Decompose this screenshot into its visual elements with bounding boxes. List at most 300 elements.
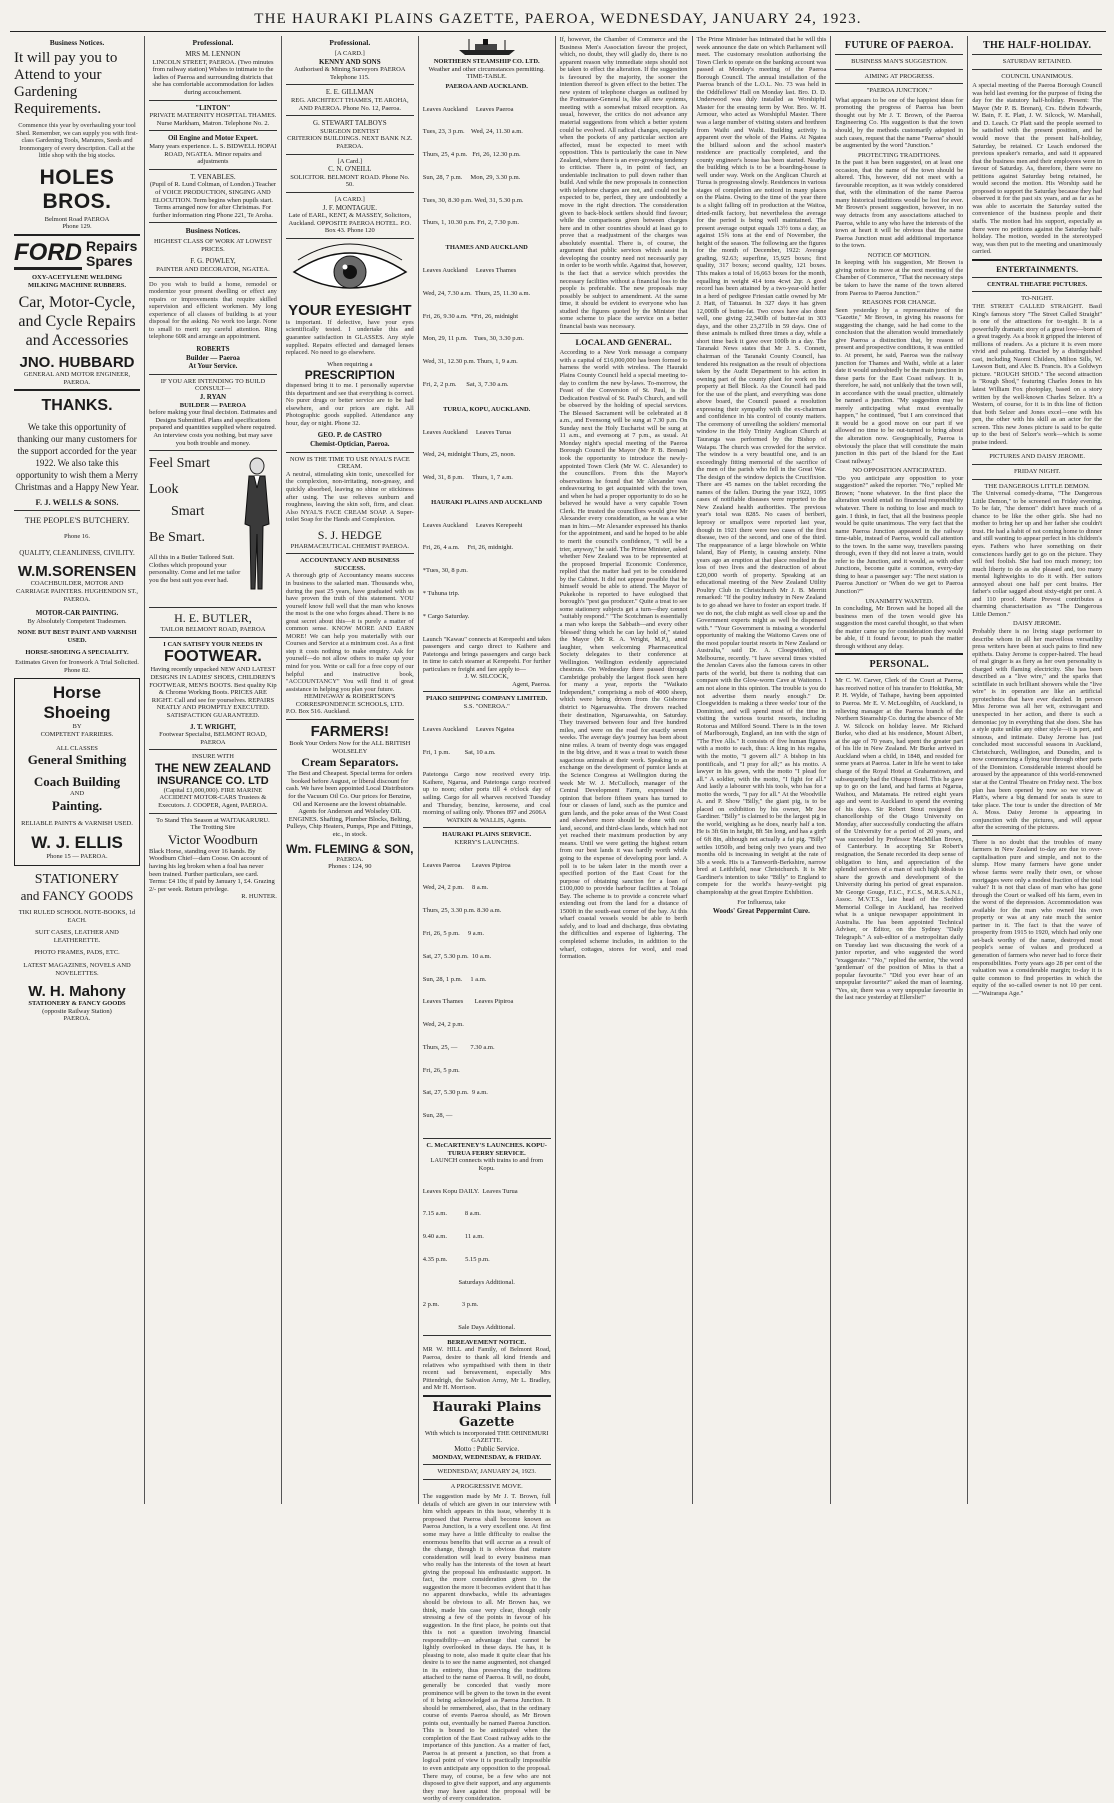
timetable-row: Wed, 24, midnight Thurs, 25, noon. [422,451,516,459]
venables-body: (Pupil of R. Lund Coltman, of London.) Teacher of VOICE PRODUCTION, SINGING AND ELOCUTION. Term begins when pupils start. Terms arranged now for after Christmas. For further information ring Phone 221, Te Aroha. [149,181,277,219]
nyal-body: A neutral, stimulating skin tonic, unexcelled for the complexion, non-irritating, non-greasy, and quickly absorbed, leaving no shine or stickiness after using. The use relieves sunburn and roughness, leaving the skin soft, firm, and clear. Also NYAL'S FACE CREAM SOAP. A Super-toilet Soap for the Hands and Complexion. [285,470,414,524]
local-general-body: According to a New York message a company with a capital of £16,000,000 has been formed to harness the world with wireless. The Hauraki Plains County Council held a special meeting to-day to confirm the new by-laws. To-morrow, the Feast of the Conversion of St. Paul, is the Dedication Festival of St. Paul's Church, and will be observed by the holding of special services. The Blessed Sacrament will be celebrated at 8 a.m., and Evensong will be sung at 7.30 p.m. On Sunday next the Holy Eucharist will be sung at 11 a.m., and evensong at 7 p.m., as usual. At Monday night's special meeting of the Paeroa Borough Council the Mayor (Mr P. B. Brenan) took the opportunity to introduce the newly-appointed Town Clerk (Mr W. C. Alexander) to the councillors. From this the Mayor's observations he found that Mr Alexander was endeavouring to get acquainted with the town, and when he had a proper opportunity to do so he believed he would have a very capable Town Clerk. He trusted the councillors would give Mr Alexander every consideration, as he was a wise man in him.—Mr Alexander expressed his thanks for the appointment, and said he hoped to be able to merit the council's confidence, "I will be a trier, anyway," he said. The Prime Minister, asked whether New Zealand was to be represented at the proposed Imperial Economic Conference, replied that the matter had yet to be considered by the Cabinet. It did not appear possible that he himself would be able to attend. The Mayor of Pukekohe is reported to have eulogised that borough's "pest gas producer." Quite a treat to see some stationery subjects get a turn—they cannot "suitably respond." "The Scotchman is essentially a man who keeps the Sabbath—and every other 'blessed' thing which he can lay hold of," stated the Mayor (Mr R. A. Wright, M.P.), amid laughter, when welcoming Pharmaceutical Society delegates to their conference at Wellington. Wellington evidently appreciated chestnuts. On Wednesday there passed through Cambridge probably the largest flock seen here for many a year, reports the "Waikato Independent," comprising a mob of 4000 sheep, which were being driven from the Gisborne district to Ngaruawahia. The drovers reached their destination, Ngaruawahia, on Saturday. They traversed between four and five hundred miles, and were on the road for exactly seven weeks. The average day's journey has been about nine miles. A team of twenty dogs was engaged in the big drive, and it was a treat to watch these sagacious animals at their work. Speaking to an exchange on the development of pumice lands at the Science Congress at Wellington during the week Mr W. J. McCulloch, manager of the Central Development Farm, expressed the opinion that before fifteen years has turned to four or classes of land, such as the pumice and gum lands, and the poke areas of the West Coast and elsewhere more should be done with our land, second, and third-class lands, which had not yet reached their maximum production by any means. Until we were getting the highest return from our best lands it was hardly worth while going to the expense of developing poor land. A poll is to be taken later in the month over a specified portion of the East Coast for the purpose of obtaining sanction for a loan of £100,000 to provide harbour facilities at Tolaga Bay. The scheme is to provide a concrete wharf extending out from the land for a distance of 1500ft in the south-east corner of the bay. At this wharf coastal vessels would be able to berth safely, and to load and discharge, thus obviating the difficulties and expense of lightering. The completed scheme includes, in addition to the wharf, cottages, stores for wool, and road formation. [559,349,688,961]
mahony-name: W. H. Mahony [28,983,126,1001]
wright-sub: Footwear Specialist, BELMONT ROAD, PAEROA [159,731,267,746]
divider [14,389,140,391]
silcock-sub: Agent, Paeroa. [512,680,551,688]
divider [149,169,277,170]
timetable-heading: TIME-TABLE. [466,73,507,81]
divider [14,234,140,236]
suggestion-subhead: BUSINESS MAN'S SUGGESTION. [851,58,948,65]
demon-body: The Universal comedy-drama, "The Dangerous Little Demon," to be screened on Friday evening. To be fair, "the demon" didn't have much of a chance to be like the other girls. She had no mother to bring her up and her father she couldn't trust. He had a habit of not coming home to dinner and still wanting to appear perfect in his children's eyes. Fathers who have something on their consciences hardly get to go on the picture. They will feel foolish. She had too much money; too much liberty to do as she pleased and, too many mental lightweights to do it with. Her suitors annoyed about one half per cent brains. Her father's collar sagged about sixty-eight per cent. A and 110 proof. Marie Prevost contributes a charming characterisation as "The Dangerous Little Demon." [972,490,1103,618]
motor-painting: MOTOR-CAR PAINTING. [35,609,119,618]
timetable-row: Sun, 28, 7 p.m. Mon, 29, 3.30 p.m. [422,173,521,181]
divider [972,449,1102,450]
timetable-row: Fri, 26, 5 p.m. [422,1066,460,1074]
hedge-sub: PHARMACEUTICAL CHEMIST PAEROA. [290,542,410,550]
mahony-town: PAEROA. [63,1015,91,1023]
column-7-future-of-paeroa [831,36,968,1504]
oxy-welding: OXY-ACETYLENE WELDING [31,273,123,281]
hs-classes: ALL CLASSES [56,744,98,752]
sorensen-body: COACHBUILDER, MOTOR AND CARRIAGE PAINTERS. HUGHENDON ST., PAEROA. [15,580,139,603]
masthead-title: THE HAURAKI PLAINS GAZETTE, PAEROA, WEDNESDAY, JANUARY 24, 1923. [254,11,862,27]
piako-body: Patetonga Cargo now received every trip. Kaihere, Ngarua, and Patetonga cargo received up to noon; other ports till 4 o'clock day of sailing. Cargo for all wharves received Tuesday and Thursday, benzine, kerosene, and coal morning of sailing only. 'Phones 897 and 2606A [422,771,551,817]
column-6-news [693,36,832,1504]
hs-general: General Smithing [27,752,127,768]
future-body-3: In keeping with his suggestion, Mr Brown is giving notice to move at the next meeting of the Chamber of Commerce, "That the necessary steps be taken to have the name of the town altered from Paeroa to Paeroa Junction." [835,259,964,297]
trotting-sire: The Trotting Sire [190,824,236,832]
roberts-service: At Your Service. [188,362,238,371]
prescription-heading: PRESCRIPTION [304,368,395,383]
jno-hubbard: JNO. HUBBARD [19,354,135,372]
tailor-ad [149,454,277,604]
pa-timetable [423,90,551,242]
divider [423,1138,551,1139]
eye-illustration [290,242,410,300]
gazette-title: Hauraki Plains Gazette [432,1399,542,1430]
saturday-timetable [423,1286,551,1324]
be-smart: Be Smart. [149,530,205,546]
farmers-body: Book Your Orders Now for the ALL BRITISH WOLSELEY [289,740,411,755]
section-heading: Professional. [192,38,234,47]
columns [10,36,1106,1803]
divider [423,1464,551,1465]
thanks-heading: THANKS. [41,397,113,415]
timetable-row: Leaves Auckland Leaves Turua [422,428,512,436]
venables-name: T. VENABLES. [190,172,236,181]
timetable-row: * Tuhuna trip. [422,589,460,597]
accountancy-body: A thorough grip of Accountancy means success in business to the salaried man. Thousands who, during the past 25 years, have graduated with us have proven the truth of this statement. YOU yourself know full well that the man who knows the most is the one who forges ahead. There is no great secret about this—it is purely a matter of common sense. KNOW MORE AND EARN MORE! We can help you materially with our Courses and Service at a minimum cost. As a first step it costs nothing to make enquiry. Ask for yourself—do not allow others to make up your mind for you. Write or call for a free copy of our helpful and instructive book, "ACCOUNTANCY" You will find it of great assistance in helping you plan your future. [285,572,414,693]
divider [423,1335,551,1336]
section-heading: Business Notices. [49,38,105,47]
daisy-jerome: DAISY JEROME. [1013,620,1062,628]
timetable-row: Thurs, 25, 3.30 p.m. 8.30 a.m. [422,907,502,915]
hps-heading: HAURAKI PLAINS SERVICE. [442,831,532,839]
card-label: [A Card.] [337,157,363,165]
sorensen-name: W.M.SORENSEN [17,563,137,581]
retained-subhead: SATURDAY RETAINED. [1002,58,1072,65]
council-subhead: COUNCIL UNANIMOUS. [1001,72,1073,80]
mahony-sub: STATIONERY & FANCY GOODS [28,1000,126,1008]
divider [286,719,414,720]
ellis-name: W. J. ELLIS [31,833,123,853]
kenny-sons: KENNY AND SONS [319,57,381,66]
tk-timetable [423,413,551,497]
card-label: [A CARD.] [334,50,365,57]
timetable-row: 7.15 a.m. 8 a.m. [422,1210,481,1218]
tailored-man-illustration [235,454,277,604]
horse-shoeing-speciality: HORSE-SHOEING A SPECIALITY. [25,648,129,656]
butchery-phone: Phone 16. [64,533,90,541]
timetable-row: Tues, 30, 8.30 p.m. Wed, 31, 5.30 p.m. [422,196,524,204]
lennon-name: MRS M. LENNON [185,50,241,58]
none-but-best: NONE BUT BEST PAINT AND VARNISH USED. [17,629,137,645]
ford-logo: FORD [14,239,82,270]
footwear-body: Having recently unpacked NEW AND LATEST DESIGNS IN LADIES' SHOES, CHILDREN'S FOOTWEAR, MEN'S BOOTS. Best quality Kip & Chrome Working Boots. PRICES ARE RIGHT. Call and see for yourselves. REPAIRS NEATLY AND PROMPTLY EXECUTED. SATISFACTION GUARANTEED. [149,666,277,719]
timetable-row: Leaves Auckland Leaves Thames [422,267,517,275]
horse-shoeing-title: Horse Shoeing [43,683,111,723]
timetable-row: * Cargo Saturday. [422,612,470,620]
timetable-row: Wed, 31, 8 p.m. Thurs, 1, 7 a.m. [422,474,513,482]
divider [972,464,1102,465]
hs-painting: Painting. [51,797,103,813]
timetable-row: Leaves Auckland Leaves Paeroa [422,105,514,113]
wells-sons: F. J. WELLS & SONS. [35,497,119,508]
linton-body: PRIVATE MATERNITY HOSPITAL THAMES. Nurse Markham, Matron. Telephone No. 2. [149,112,277,127]
quality-line: QUALITY, CLEANLINESS, CIVILITY. [19,548,135,557]
divider [149,374,277,375]
protecting-subhead: PROTECTING TRADITIONS. [857,151,941,159]
kerrys-launches: KERRY'S LAUNCHES. [454,838,519,846]
junction-subhead: "PAEROA JUNCTION." [866,87,932,95]
kenny-body: Authorised & Mining Surveyors PAEROA Telephone 115. [294,66,406,81]
holes-phone: Phone 129. [62,223,92,231]
gillman-name: E. E. GILLMAN [325,88,374,97]
ta-timetable [423,252,551,404]
ryan-sub: BUILDER — PAEROA [179,401,247,409]
ryan-body: before making your final decision. Estimates and Designs Submitted. Plans and specifications prepared and quantities supplied where required. An interview costs you nothing, but may save you both trouble and money. [149,409,277,447]
divider [835,54,963,55]
progressive-body: The suggestion made by Mr J. T. Brown, full details of which are given in our interview with him which appears in this issue, whereby it is proposed that Paeroa shall become known as Paeroa Junction, is a very excellent one. At first some may have a little difficulty to realise the enormous benefits that will accrue as a result of the change, though it is obvious that mature consideration will lead to every business man who really has the interests of the town at heart giving the proposal his enthusiastic support. In fact, the more consideration given to the suggestion the more it becomes evident that it has no apparent drawbacks, while its advantages should be obvious to all. Mr Brown has, we think, made his case very clear, though only stressing a few of the points in favour of his suggestion. In the first place, he points out that this is not a question involving financial responsibility—an advantage that cannot be lightly overlooked in these days. He has, it is pleasing to note, also made it quite clear that his desire is to see the name augmented, not changed in its entirety, thus preserving the traditions attached to the name of Paeroa. It will, no doubt, generally be conceded that vastly more prominence will be given to the town in the event of it being acknowledged as Paeroa Junction. It should be remembered, also, that in the ordinary course of events Paeroa should, as Mr Brown points out, eventually be named Paeroa Junction. This is bound to be anticipated when the completion of the East Coast railway adds to the importance of this junction. As a matter of fact, Paeroa is at present a junction, so that from a logical point of view it is practically impossible to even anticipate any opposition to the proposal. There may, of course, be a few who are not disposed to give their support, and any arguments they may have against the proposal will be worthy of every consideration. [422,1493,551,1803]
talboys-sub: SURGEON DENTIST [320,127,380,135]
no-opposition-subhead: NO OPPOSITION ANTICIPATED. [852,467,946,475]
personal-heading: PERSONAL. [869,659,930,671]
divider [423,827,551,828]
timetable-row: Leaves Auckland Leaves Kerepeehi [422,521,523,529]
nz-insurance: INSURANCE CO. LTD [157,774,269,787]
aiming-subhead: AIMING AT PROGRESS. [864,72,934,80]
roberts-name: ROBERTS [196,345,230,354]
feel-smart: Feel Smart [149,456,211,472]
timetable-row: Wed, 31, 12.30 p.m. Thurs, 1, 9 a.m. [422,358,518,366]
lennon-body: LINCOLN STREET, PAEROA. (Two minutes from railway station) Wishes to intimate to the ladies of Paeroa and surrounding districts that she has comfortable accommodation for ladies during accouchement. [152,58,274,96]
tiki-books: TIKI RULED SCHOOL NOTE-BOOKS, 1d EACH. [18,908,136,924]
divider [149,222,277,223]
divider [972,259,1102,261]
mahony-opposite: (opposite Railway Station) [42,1007,112,1015]
timetable-row: Wed, 24, 2 p.m. [422,1021,464,1029]
watkin-wallis: WATKIN & WALLIS, Agents. [446,816,527,824]
timetable-row: Fri, 26, 4 a.m. Fri, 26, midnight. [422,544,514,552]
hp-heading: HAURAKI PLAINS AND AUCKLAND [431,498,543,506]
divider [972,277,1102,278]
horse-shoeing-ad [14,678,140,866]
divider [286,84,414,85]
timetable-row: Thurs, 25, 4 p.m. Fri, 26, 12.30 p.m. [422,151,521,159]
future-body-6: In concluding, Mr Brown said he hoped all the business men of the town would give his suggestion the most careful thought, so that when the matter came up for consideration they would be able, if it found favour, to push the matter through without any delay. [835,605,964,650]
eyesight-body: is important. If defective, have your eyes scientifically tested. I undertake this and guarantee satisfaction in GLASSES. Any style supplied. Repairs effected and damaged lenses replaced. No need to go elsewhere. [285,318,414,357]
cream-body: The Best and Cheapest. Special terms for orders booked before August, or liberal discount for cash. We have been appointed Local Distributors for the Vacuum Oil Co. Our prices for Benzine, Oil and Kerosene are the lowest obtainable. Agents for Anderson and Wolseley OIL ENGINES. Shafting, Plumber Blocks, Belting, Pulleys, Chip Heaters, Pumps, Pipe and Fittings, etc., in stock. [286,770,414,838]
divider [286,238,414,239]
competent: By Absolutely Competent Tradesmen. [27,617,127,625]
hedge-name: S. J. HEDGE [317,527,382,542]
nz-heading: THE NEW ZEALAND [154,760,271,775]
kerry-timetable [423,846,551,1135]
timetable-row: Thurs, 25, — 7.30 a.m. [422,1043,495,1051]
divider [972,291,1102,292]
gazette-sub: With which is incorporated THE OHINEMURI GAZETTE. [424,1429,549,1445]
divider [149,100,277,101]
divider [149,813,277,814]
divider [560,333,688,334]
column-2-professional [145,36,282,1504]
divider [835,69,963,70]
divider [149,607,277,608]
weather-note: Weather and other circumstances permitting. [428,65,545,73]
timetable-row: Thurs, 1, 10.30 p.m. Fri, 2, 7.30 p.m. [422,219,519,227]
saturdays-additional: Saturdays Additional. [458,1278,515,1286]
progressive-heading: A PROGRESSIVE MOVE. [450,1482,523,1490]
timetable-row: Fri, 26, 9.30 a.m. *Fri, 26, midnight [422,312,519,320]
tailor-body: All this in a Butler Tailored Suit. Clothes which propound your personality. Come and let me tailor you the best suit you ever had. [149,554,241,584]
tk-heading: TURUA, KOPU, AUCKLAND. [443,405,531,413]
sale-days: Sale Days Additional. [458,1324,516,1332]
divider [423,1479,551,1480]
timetable-row: Leaves Thames Leaves Pipiroa [422,998,514,1006]
business-notices-heading: Business Notices. [185,226,241,236]
divider [423,691,551,692]
footwear-heading: FOOTWEAR. [164,648,262,666]
hs-and: AND [69,790,85,798]
timetable-row: 4.35 p.m. 5.15 p.m. [422,1255,490,1263]
divider [149,749,277,750]
timetable-row: Fri, 1 p.m. Sat, 10 a.m. [422,748,496,756]
ford-ad [14,239,140,270]
estimates-given: Estimates Given for Ironwork A Trial Solicited. Phone 82. [15,659,139,674]
timetable-row: *Tues, 30, 8 p.m. [422,567,468,575]
powley-sub: PAINTER AND DECORATOR, NGATEA. [156,266,270,274]
look-text: Look [149,482,179,498]
card-label: [A CARD.] [334,195,365,203]
powley-name: F. G. POWLEY, [190,257,236,266]
northern-steamship: NORTHERN STEAMSHIP CO. LTD. [433,58,540,65]
montague-name: J. F. MONTAGUE. [322,203,377,212]
divider [149,277,277,278]
garden-body: Commence this year by overhauling your tool Shed. Remember, we can supply you with first-class Gardening Tools, Manures, Seeds and Ironmongery of every description. Call at the little shop with the big stocks. [16,122,138,160]
photo-frames: PHOTO FRAMES, PADS, ETC. [34,949,120,957]
masthead [10,6,1106,32]
farmers-heading: FARMERS! [310,723,389,740]
oneill-name: C. N. O'NEILL [328,165,372,174]
daisy-body: Probably there is no living stage performer to describe whom in all her marvellous versatility press writers have been at such pains to find new epithets. Daisy Jerome is copper-haired. The head of real ginger is as fiery as her own personality is charged with flaming electricity. She has been described as a "live wire," and the sparks that scintillate in such brilliant showers while the "live wire" is in operation are like an artificial pyrotechnics that have ever dazzled. In person Miss Jerome was all her wit, extravagant and unexpected in her action, and there is such a demoniac joy in everything that she does. She has a style quite unlike any other style—it is pert, and sinuous, and intimate. Daisy Jerome has just concluded most successful seasons in Auckland, Christchurch, Wellington, and Dunedin, and is now commencing a flying tour through other parts of the Dominion. Considerable interest should be aroused by the appearance of this world-renowned star at the Central Theatre on Friday next. The box plan has been opened by now so we view at Platt's, where a big demand for seats is sure to take place. The tour is under the direction of Mr A. Moss. Daisy Jerome is appearing in conjunction with the pictures, and will appear after the screening of the pictures. [972,628,1103,832]
butler-name: H. E. BUTLER, [174,611,252,626]
divider [286,192,414,193]
timetable-row: Wed, 24, 7.30 a.m. Thurs, 25, 11.30 a.m. [422,289,531,297]
timetable-row: 2 p.m. 3 p.m. [422,1301,479,1309]
mccarteney-body: LAUNCH connects with trains to and from Kopu. [430,1157,544,1172]
timetable-row: Mon, 29, 11 p.m. Tues, 30, 3.30 p.m. [422,335,524,343]
personal-body: Mr C. W. Carver, Clerk of the Court at Paeroa, has received notice of his transfer to Hokitika, Mr P. H. Wylde, of Taihape, having been appointed to Paeroa. Mr E. V. McLoughlin, of Auckland, is relieving manager at the Paeroa branch of the Northern Steamship Co. during the absence of Mr J. W. Silcock on holiday leave. Mr Richard Burke, who died at his residence, Mount Albert, at the age of 70 years, had spent the greater part of his life in New Zealand. Mr Burke arrived in Auckland when a child, in 1848, and resided for some years at Paeroa. Later in life he went to take charge of the Royal Hotel at Grahamstown, and subsequently had the Ohaupo Hotel. This he gave up to go on the land, and had farms at Ngarua, Waihou, and Matamata. He retired eight years ago and went to Auckland to spend the evening of his days. Sir Robert Stout resigned the chancellorship of the Otago University on Monday, after successfully conducting the affairs of the University for a period of 20 years, and was succeeded by Professor MacMillan Brown, of Canterbury. In accepting Sir Robert's resignation, the Senate recorded its deep sense of obligation to him, and appreciation of the splendid services of a man of such high ideals to share the growth and development of the University during his period of great expansion. Mr George Gouge, F.I.C., F.C.S., M.R.S.A.N.I., Assoc. M.V.T.S., late head of the Seddon Memorial College in Auckland, has received what is a unique newspaper appointment in Australia. He has been appointed Technical Adviser, or Editor, on the Sydney "Daily Telegraph." A sub-editor of a metropolitan daily on Tuesday last was discussing the work of a junior reporter, and who suggested the word "exaggerate." "No," replied the senior, "the word 'gentleman' of the position of Miss is that a popular favourite." "Did you ever hear of an unpopular favourite?" asked the man of learning. "Yes, sir, there was a very unpopular favourite in the last race yesterday at Ellerslie!" [835,677,964,1002]
divider [286,115,414,116]
future-body-4: Seen yesterday by a representative of the "Gazette," Mr Brown, in giving his reasons for suggesting the change, said he had come to the conclusion that the alteration would immediately give Paeroa a distinction that, by reason of present and prospective conditions, it was entitled to. At present, he said, Paeroa was the railway junction for Thames and Waihi, while at a later date it would undoubtedly be the main junction in these parts for the East Coast railway. It is, therefore, he said, not unlikely that the town will, in accordance with the usual practice, ultimately be named a junction. "My suggestion may be merely anticipating what must eventually happen," he continued, "but I am convinced that it would be a good move on our part if we allowed no time to be out-turned to bring about the alteration now. Geographically, Paeroa is obviously the place that will constitute the main junction in this part of the Island for the East Coast railway." [835,306,964,465]
roberts-sub: Builder — Paeroa [186,353,240,362]
oil-engine: Oil Engine and Motor Expert. [167,134,258,143]
hubbard-sub: GENERAL AND MOTOR ENGINEER, PAEROA. [23,371,131,386]
hemingway-name: HEMINGWAY & ROBERTSON'S CORRESPONDENCE SCHOOLS, LTD. [295,693,404,708]
hs-coach: Coach Building [33,774,121,790]
divider [835,83,963,84]
montague-body: Late of EARL, KENT, & MASSEY, Solicitors, Auckland. OPPOSITE PAEROA HOTEL. P.O. Box 43. Phone 120 [288,212,412,235]
local-general-heading: LOCAL AND GENERAL. [575,337,672,348]
powley-body: Do you wish to build a home, remodel or modernize your present dwelling or effect any repairs or improvements that require skilled supervision and efficient workmen. My long experience of all classes of building is at your disposal for the asking. No work too large. None to small to merit my careful attention. Ring telephone 60R and arrange an appointment. [149,280,277,341]
divider [972,54,1102,55]
future-body-1: What appears to be one of the happiest ideas for promoting the progress of Paeroa has been thought out by Mr J. T. Brown, of the Paeroa Engineering Co. His suggestion is that the town should, by the methods customarily adopted in such cases, request that the name "Paeroa" should be augmented by the word "Junction." [835,96,964,150]
ellis-phone: Phone 15 — PAEROA. [46,853,108,861]
fleming-town: PAEROA. [336,855,364,863]
timetable-row: 9.40 a.m. 11 a.m. [422,1233,484,1241]
accountancy-heading: ACCOUNTANCY AND BUSINESS SUCCESS. [300,557,400,572]
oil-body: Many years experience. L. S. BIDWELL HOPAI ROAD, NGATEA. Minor repairs and adjustments [149,142,277,166]
daisy-pictures: PICTURES AND DAISY JEROME. [989,453,1086,461]
cream-separators: Cream Separators. [301,755,399,770]
hs-reliable: RELIABLE PAINTS & VARNISH USED. [21,819,133,827]
mccarteney-timetable [423,1172,551,1278]
divider [835,673,963,674]
timetable-row: Sun, 28, 1 p.m. 1 a.m. [422,975,487,983]
holes-address: Belmont Road PAEROA [44,215,110,223]
woods-cure: Woods' Great Peppermint Cure. [712,906,810,915]
wright-name: J. T. WRIGHT, [189,722,236,731]
your-eyesight: YOUR EYESIGHT [288,301,412,319]
footwear-intro: I CAN SATISFY YOUR NEEDS IN [163,640,263,648]
fancy-goods: and FANCY GOODS [20,887,134,903]
publication-days: MONDAY, WEDNESDAY, & FRIDAY. [432,1453,542,1461]
farmers-commentary: There is no doubt that the troubles of many farmers in New Zealand to-day are due to over-capitalisation pure and simple, and not to the slump. How many farmers have gone under whose farms were really their own, or whose mortgages were only a modest fraction of the total value? It is not that class of man who has gone through the Court or walked off his farm, even in the worst of the depression. Accommodation was available for the man who owned his own property or was at any rate much the senior partner in it. The fact is that the wave of prosperity from 1915 to 1920, which had only one set-back worthy of the name, destroyed most people's sense of values and produced a generation of farmers who never had to force their responsibilities. Forty years ago 28 per cent of the valuation was a considerable margin; to-day it is quite common to find properties in which the equity of the so-called owner is not 10 per cent.—"Wairarapa Age." [972,838,1103,997]
central-theatre: CENTRAL THEATRE PICTURES. [986,280,1088,288]
stationery: STATIONERY [34,871,120,887]
car-repairs: Car, Motor-Cycle, and Cycle Repairs and Accessories [18,294,136,350]
ryan-name: J. RYAN [199,393,227,401]
smart-text: Smart [171,504,205,520]
divider [972,835,1102,836]
editorial-continued: If, however, the Chamber of Commerce and the Business Men's Association favour the project, which, no doubt, they will gladly do, there is no apparent reason why immediate steps should not be taken to effect the alteration. If the suggestion is favoured by the majority, the sooner the intention thereof is given effect to the better. The new system of telephone charges as outlined by the Postmaster-General is, like all new systems, meeting with a somewhat mixed reception. As usual, however, the critics do not advance any material suggestions from which a better system could be evolved. All radical changes, especially when the pockets of any particular section are affected, must be expected to meet with opposition. This is particularly the case in New Zealand, where there is an ever-growing tendency to criticise. There is, in point of fact, an undeniable inclination to pull down rather than build. And while the new proposals in connection with telephone charges are not, and could not be expected to be, perfect, they are undoubtedly a move in the right direction. The consideration given to back-block settlers should find favour; while the comparisons given between charges here and in other countries should at least go to prove that a readjustment of the charges was absolutely essential. There is, of course, the argument that public services which assist in developing the country need not necessarily pay in order to be worth while. Against that, however, is the fact that a service which provides the necessary facilities without a financial loss to the people is preferable. The new proposals may possibly be subject to amendment. At the same time, it should be evident to everyone who has studied the figures quoted by the Minister that some scheme to place the service on a better financial basis was necessary. [559,36,688,330]
oneroa: S.S. "ONEROA." [463,703,510,711]
milking-rubbers: MILKING MACHINE RUBBERS. [27,281,127,289]
bereavement-heading: BEREAVEMENT NOTICE. [447,1338,527,1346]
divider [972,69,1102,70]
hp-body: Launch "Kawau" connects at Kerepeehi and takes passengers and cargo direct to Kaihere and Patetonga and brings passengers and cargo back in time to catch steamer at Kerepeehi. For further particulars re freight and fare apply to— [422,635,551,673]
victor-body: Black Horse, standing over 16 hands. By Woodburn Chief—dam Coose. On account of having his leg broken when a foal has never been trained. Further particulars, see card. Terms: £4 10s; if paid by January 1, £4. Grazing 2/- per week. Return privilege. [149,847,275,893]
timetable-row: Tues, 23, 3 p.m. Wed, 24, 11.30 a.m. [422,128,523,136]
column-8-half-holiday-entertainments [968,36,1106,1504]
column-1-business-notices [10,36,145,1504]
unanimity-subhead: UNANIMITY WANTED. [865,597,934,605]
linton-name: "LINTON" [195,103,231,112]
future-body-2: In the past it has been suggested, on at least one occasion, that the name of the town should be altered. This, however, did not meet with a favourable reception, as it was widely considered that, with the elimination of the name Paeroa many historical traditions would be lost for ever. Mr Brown's present suggestion, however, in no way detracts from any associations attached to Paeroa, while to any who have the interests of the town at heart it will be obvious that the name Paeroa Junction must add additional importance to the town. [835,159,964,250]
silcock-name: J. W. SILCOCK, [464,673,509,681]
garden-headline: It will pay you to Attend to your Gardening Requirements. [14,50,118,117]
column-4-shipping-editorial [419,36,556,1803]
castro-sub: Chemist-Optician, Paeroa. [310,440,390,449]
piako-heading: PIAKO SHIPPING COMPANY LIMITED. [426,695,548,703]
dateline: WEDNESDAY, JANUARY 24, 1923. [437,1468,537,1476]
ryan-intro: IF YOU ARE INTENDING TO BUILD CONSULT— [160,377,266,393]
reasons-subhead: REASONS FOR CHANGE. [862,299,937,307]
latest-magazines: LATEST MAGAZINES, NOVELS AND NOVELETTES. [23,961,131,977]
nyal-intro: NOW IS THE TIME TO USE NYAL'S FACE CREAM. [289,455,410,471]
hs-farriers: COMPETENT FARRIERS. [40,731,114,739]
notice-subhead: NOTICE OF MOTION. [867,251,931,259]
column-3-professional [282,36,419,1504]
divider [286,154,414,155]
central-body: THE STREET CALLED STRAIGHT. Basil King's famous story "The Street Called Straight" is one of the attractions for to-night. It is a powerfully dramatic story of a great love—born of a great tragedy. As a book it gripped the interest of millions of readers. As a picture it is even more vivid and pulsating. Enacted by a distinguished cast, including Naomi Childers, Milton Sills, W. Lawson Butt, and Alec B. Francis. It's a Goldwyn picture. "ROUGH SHOD." The second attraction is "Rough Shod," featuring Charles Jones in his latest William Fox photoplay, based on a story written by the well-known Charles Selzer. It's a Western, of course, for it is in this line of fiction that both Selzer and Jones excel—one with his pen, the other with his skill as an actor for the screen. This new Jones picture is said to be quite up to the best of Selzer's work—which is some praise indeed. [972,302,1103,446]
pa-heading: PAEROA AND AUCKLAND. [445,82,528,90]
divider [149,637,277,638]
future-body-5: "Do you anticipate any opposition to your suggestion?" asked the reporter. "No," replied Mr Brown; "none whatever. In the first place the alteration would entail no financial responsibility whatever. There is nothing to lose and much to gain. I think, in fact, that all the business people would be quite unanimous. The very fact that the name Paeroa Junction appeared in the railway time-table, instead of Paeroa, would call attention to the town. In the same way, travellers passing through, even if they did not leave a train, would refer to the Junction, and it would, as with other Junctions, become quite a common, every-day thing to hear a passenger say: 'The next station is Paeroa Junction' or 'When do we get to Paeroa Junction?'" [835,474,964,595]
divider [286,553,414,554]
divider [149,130,277,131]
suit-cases: SUIT CASES, LEATHER AND LEATHERETTE. [35,929,119,944]
castro-name: GEO. P. de CASTRO [317,431,382,440]
timetable-row: Leaves Paeroa Leaves Pipiroa [422,861,511,869]
timetable-row: Leaves Auckland Leaves Ngatea [422,725,515,733]
divider [14,510,140,511]
mccarteney-heading: C. McCARTENEY'S LAUNCHES. KOPU-TURUA FERRY SERVICE. [426,1142,547,1157]
timetable-row: Sun, 28, — [422,1112,453,1120]
timetable-row: Wed, 24, 2 p.m. 8 a.m. [422,884,489,892]
prescription-body: dispensed bring it to me. I personally supervise this department and see that everything is correct. No purer drugs or better service are to be had elsewhere, and our prices are right. All Photographic goods supplied. Attendance any hour, day or night. Phone 32. [285,382,414,427]
influenza-line: For Influenza, take [737,899,786,907]
half-holiday-heading: THE HALF-HOLIDAY. [982,40,1092,51]
fleming-name: Wm. FLEMING & SON, [286,841,414,856]
entertainments-heading: ENTERTAINMENTS. [996,263,1079,274]
when-requiring: When requiring a [327,360,373,368]
highest-class: HIGHEST CLASS OF WORK AT LOWEST PRICES. [153,238,272,253]
divider [835,653,963,655]
gillman-body: REG. ARCHITECT THAMES, TE AROHA, AND PAEROA. Phone No. 12, Paeroa. [291,96,409,112]
divider [972,479,1102,480]
insure-with: INSURE WITH [191,753,234,761]
fleming-phone: Phones : 124, 90 [328,863,372,871]
talboys-body: CRITERION BUILDINGS. NEXT BANK N.Z. PAEROA. [287,135,413,150]
oneill-body: SOLICITOR. BELMONT ROAD. Phone No. 50. [290,173,410,189]
divider [423,1395,551,1397]
talboys-name: G. STEWART TALBOYS [312,119,387,128]
ta-heading: THAMES AND AUCKLAND [445,244,528,252]
stand-season: To Stand This Season at WAITAKARURU. [156,816,270,824]
friday-night: FRIDAY NIGHT. [1013,467,1061,475]
divider [149,450,277,451]
hemingway-box: P.O. Box 516. Auckland. [285,708,351,716]
piako-timetable [423,711,551,772]
timetable-row: Sat, 27, 5.30 p.m. 9 a.m. [422,1089,488,1097]
motto: Motto : Public Service. [454,1444,520,1453]
timetable-row: Fri, 26, 5 p.m. 9 a.m. [422,929,484,937]
news-body: The Prime Minister has intimated that he will this week announce the date on which Parliament will meet. The customary resolution authorising the Town Clerk to operate on the banking account was passed at Monday's meeting of the Paeroa Borough Council. The annual installation of the Paeroa branch of the L.O.L. No. 73 was held in the Oddfellows' Hall on Monday last. Bro. D. D. Underwood was duly installed as Worshipful Master for the ensuing term by Wor. Bro. W. H. Armour, who acted as Worshipful Master. There was a large number of visiting sisters and brethren from Waihi and Waihi. Building activity is apparent over the whole of the Plains. At Ngatea the billiard saloon and the school master's residence are practically completed, and the county engineer's house has been started. Nearby the building which is to be a boarding-house is well under way. Work on the Anglican Church at Turua is progressing slowly. Residences in various stages of completion are noticed in many places on the Plains. Owing to the time of the year there is a slight falling off in production at the Waitoa, dried-milk factory, but nevertheless the average for the period is being well maintained. The present average output equals 13½ tons a day, as against 15¾ tons at the end of November, the height of the season. The following are the figures for the month of December, 1922: Average grading, 92.63; superfine, 15,925 boxes; first quality, 317 boxes; second quality, 121 boxes. This makes a total of 16,663 boxes for the month, equalling in weight 414 tons 4cwt 2qr. A good record has been attained by a two-year-old heifer in a herd of pedigree Friesian cattle owned by Mr J. Hatt, of Tatuanui. In 327 days it has given 12,000lb of butter-fat. Two cows have also done well, one giving 22,340lb of butter-fat in 303 days, and the other 23,271lb in 59 days. One of these animals is milked three times a day, while a short time back it gave over 100lb in a day. The Taranaki News states that Mr J. S. Connett, chairman of the Taranaki County Council, has tendered his resignation as the result of objections taken by the Audit Department to his action in owning part of the county plant for work on his property at Bell Block. As the Council had paid for the use of the plant, and everything was done above board, the Council passed a resolution expressing their sympathy with the ex-chairman and confidence in his control of county matters. The ceremony of unveiling the soldiers' memorial window in the Holy Trinity Anglican Church at Tauranga was performed by the Bishop of Waiapu. The church was crowded for the service. The window is a very beautiful one, and is an exceedingly fitting memorial of the sacrifice of the men of the parish who fell in the Great War. The design of the window depicts the Crucifixion. There are 45 names on the tablet recording the names of the fallen. During the year 1922, 1095 cases of notifiable diseases were reported to the New Zealand health authorities. The previous year's total was 8285. No cases of beriberi, leprosy or smallpox were reported last year, though in 1921 there were two cases of the first disease, two of the second, and one of the third. The reappearance of a large blowhole on White Island, Bay of Plenty, is causing anxiety. Nine years ago an eruption at that place resulted in the loss of two lives and the destruction of about £20,000 worth of property. Speaking at an educational meeting of the New Zealand Utility Poultry Club in Christchurch Mr J. B. Merritt remarked: "If the poultry industry in New Zealand is to go ahead we have to foster an export trade. If we do not, the club might as well close up and the Government experts might as well be dispensed with." "Your Government is missing a wonderful opportunity of making the Waitomo Caves one of the most popular tourist resorts in New Zealand or Australia," said Dr. A. Cloegwidden, of Melbourne, recently. "I have several times visited the Jenolan Caves also the famous caves in other parts of the world, but there is nothing that can compare with the Glow-worm Cave at Waitomo. I am not alone in this opinion. The trouble is you do not advertise them nearly enough." Dr. Cloegwidden is making a three weeks' tour of the Dominion, and will spend most of the time in visiting the various tourist resorts, including Rotorua and Milford Sound. There is in the town of Marlborough, England, an inn with the sign of "The Five Alls." It consists of five human figures with a motto to each, thus: A king in his regalia, with the motto, "I govern all." A bishop in his pontificals, and "I pray for all;" as his motto. A lawyer in his gown, with the motto "I plead for all." A soldier, with the motto, "I fight for all." And lastly a labourer with his tools, who has for a motto the words, "I pay for all." At the Woodville A. and P. Show "Billy," the giant pig, is to be placed on exhibition by his owner, Mr Joe Gardiner. "Billy" is claimed to be the largest pig in the world, weighing as he does, nearly half a ton. He is 3ft 6in in height, 8ft 5in long, and has a girth of 6ft 8in, although not actually a fat pig. "Billy" settles 1050lb, and being only two years and two months old is increasing in weight at the rate of 3lb a week. His is a Tamworth-Berkshire, narrow bred at Leithfield, near Christchurch. It is Mr Gardiner's intention to take "Billy" to England to compete for the world's heavy-weight pig championship at the great Empire Exhibition. [696,36,827,896]
timetable-row: Fri, 2, 2 p.m. Sat, 3, 7.30 a.m. [422,380,509,388]
future-heading: FUTURE OF PAEROA. [844,40,954,51]
hp-timetable [423,506,551,635]
section-heading: Professional. [329,38,371,47]
column-5-news [556,36,693,1504]
half-holiday-body: A special meeting of the Paeroa Borough Council was held last evening for the purpose of fixing the day for the statutory half-holiday. Present: The Mayor (Mr P. B. Brenan), Crs. Edwin Edwards, W. Bain, F. E. Platt, J. W. Silcock, W. Marshall, and D. Leach. Cr Platt said the people seemed to be satisfied with the present position, and he would move that the present half-holiday, Saturday, be retained. Cr Leach endorsed the previous speaker's remarks, and said it appeared that the business men and their employees were in favour of Saturday. As, therefore, there were no petitions against Saturday being retained, he would second the motion. His Worship said he proposed to support the Saturday because they had observed it for the past six years, and as far as he was able to ascertain the Saturday suited the convenience of the business people and their staffs. The motion had his support, especially as there were no petitions against the Saturday half-holiday. The motion, worded in the stereotyped way, was then put to the meeting and unanimously carried. [972,82,1103,256]
tonight: TO-NIGHT. [1021,295,1054,303]
bereavement-body: MR W. HILL and Family, of Belmont Road, Paeroa, desire to thank all kind friends and relatives who sympathised with them in their recent sad bereavement, especially Mrs Pittendrigh, the Salvation Army, Mr L. Bradley, and Mr H. Morrison. [422,1346,551,1392]
peoples-butchery: THE PEOPLE'S BUTCHERY. [24,515,130,526]
butler-sub: TAILOR BELMONT ROAD, PAEROA [160,626,266,634]
ford-repairs-spares: Repairs Spares [86,238,138,270]
hunter-name: R. HUNTER. [241,893,277,901]
dangerous-demon: THE DANGEROUS LITTLE DEMON. [984,482,1090,490]
holes-bros: HOLES BROS. [39,165,115,213]
thanks-body: We take this opportunity of thanking our many customers for the support accorded for the year 1922. We also take this opportunity to wish them a Merry Christmas and a Happy New Year. [15,422,139,493]
divider [286,452,414,453]
hs-by: BY [72,723,82,731]
timetable-row: Leaves Kopu DAILY. Leaves Turua [422,1187,518,1195]
steamship-illustration [457,38,517,56]
timetable-row: Sat, 27, 5.30 p.m. 10 a.m. [422,952,492,960]
nz-body: (Capital £1,000,000). FIRE MARINE ACCIDENT MOTOR-CARS Trustees & Executors. J. COOPER, Agent, PAEROA. [158,786,268,810]
